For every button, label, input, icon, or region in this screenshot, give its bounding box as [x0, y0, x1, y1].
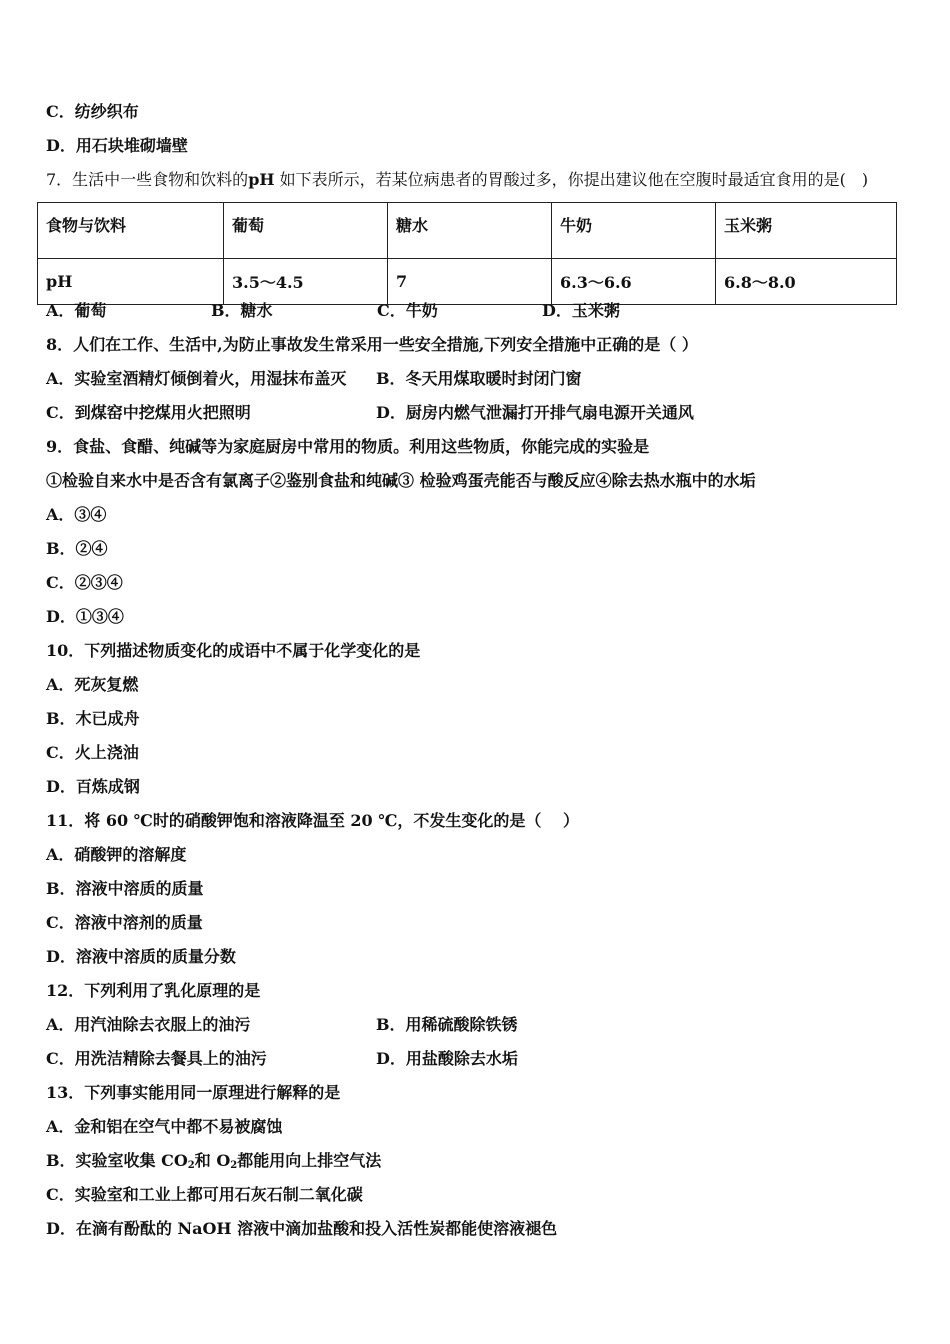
q7-stem-part2: 如下表所示，若某位病患者的胃酸过多，你提出建议他在空腹时最适宜食用的是( )	[279, 170, 869, 189]
subscript: 2	[230, 1160, 238, 1171]
q7-option-b: B．糖水	[211, 301, 273, 320]
q11-stem: 11．将 60 ℃时的硝酸钾饱和溶液降温至 20 ℃，不发生变化的是（ ）	[46, 811, 579, 830]
q9-items: ①检验自来水中是否含有氯离子②鉴别食盐和纯碱③ 检验鸡蛋壳能否与酸反应④除去热水瓶中的水垢	[46, 471, 756, 490]
q12-row2	[46, 1049, 906, 1069]
q8-option-a: A．实验室酒精灯倾倒着火，用湿抹布盖灭	[46, 369, 347, 388]
q8-row1	[46, 369, 906, 389]
q8-option-d: D．厨房内燃气泄漏打开排气扇电源开关通风	[376, 403, 694, 422]
q7-option-d: D．玉米粥	[542, 301, 620, 320]
ph-table-header-cell: 玉米粥	[716, 203, 897, 259]
q12-option-b: B．用稀硫酸除铁锈	[376, 1015, 518, 1034]
q9-option-b: B．②④	[46, 539, 108, 558]
q11-option-b: B．溶液中溶质的质量	[46, 879, 204, 898]
q9-stem: 9．食盐、食醋、纯碱等为家庭厨房中常用的物质。利用这些物质，你能完成的实验是	[46, 437, 650, 456]
q11-option-c: C．溶液中溶剂的质量	[46, 913, 203, 932]
q9-option-a: A．③④	[46, 505, 107, 524]
q13-option-b	[46, 1151, 381, 1176]
ph-table-cell: 6.8～8.0	[716, 259, 897, 305]
ph-table-header-cell: 糖水	[388, 203, 552, 259]
q6-option-c: C．纺纱织布	[46, 102, 139, 121]
q12-row1	[46, 1015, 906, 1035]
q13-option-a: A．金和铝在空气中都不易被腐蚀	[46, 1117, 283, 1136]
ph-table	[37, 202, 897, 305]
q7-option-a: A．葡萄	[46, 301, 107, 320]
q6-option-d: D．用石块堆砌墙壁	[46, 136, 188, 155]
q7-option-c: C．牛奶	[377, 301, 438, 320]
ph-table-header-cell: 食物与饮料	[38, 203, 224, 259]
ph-table-header-cell: 牛奶	[552, 203, 716, 259]
q10-option-a: A．死灰复燃	[46, 675, 139, 694]
q13-stem: 13．下列事实能用同一原理进行解释的是	[46, 1083, 341, 1102]
q13-option-b-part1: B．实验室收集 CO	[46, 1151, 188, 1170]
ph-table-cell: 3.5～4.5	[224, 259, 388, 305]
q7-stem	[46, 170, 868, 190]
subscript: 2	[187, 1160, 195, 1171]
q9-option-d: D．①③④	[46, 607, 124, 626]
q13-option-b-part2: 和 O	[194, 1151, 231, 1170]
q12-stem: 12．下列利用了乳化原理的是	[46, 981, 261, 1000]
q12-option-d: D．用盐酸除去水垢	[376, 1049, 518, 1068]
q13-option-d: D．在滴有酚酞的 NaOH 溶液中滴加盐酸和投入活性炭都能使溶液褪色	[46, 1219, 558, 1238]
q12-option-a: A．用汽油除去衣服上的油污	[46, 1015, 251, 1034]
q11-option-d: D．溶液中溶质的质量分数	[46, 947, 236, 966]
ph-table-cell: pH	[38, 259, 224, 305]
ph-table-row	[38, 259, 897, 305]
ph-table-cell: 6.3～6.6	[552, 259, 716, 305]
ph-table-header-cell: 葡萄	[224, 203, 388, 259]
q11-option-a: A．硝酸钾的溶解度	[46, 845, 187, 864]
q13-option-b-part3: 都能用向上排空气法	[237, 1151, 382, 1170]
q12-option-c: C．用洗洁精除去餐具上的油污	[46, 1049, 267, 1068]
ph-table-cell: 7	[388, 259, 552, 305]
q8-option-b: B．冬天用煤取暖时封闭门窗	[376, 369, 582, 388]
q10-stem: 10．下列描述物质变化的成语中不属于化学变化的是	[46, 641, 421, 660]
q9-option-c: C．②③④	[46, 573, 123, 592]
q10-option-b: B．木已成舟	[46, 709, 140, 728]
q13-option-c: C．实验室和工业上都可用石灰石制二氧化碳	[46, 1185, 363, 1204]
q7-stem-part1: 7．生活中一些食物和饮料的	[46, 170, 249, 189]
q10-option-d: D．百炼成钢	[46, 777, 140, 796]
q8-row2	[46, 403, 906, 423]
q7-stem-ph: pH	[248, 170, 275, 189]
q10-option-c: C．火上浇油	[46, 743, 139, 762]
q8-option-c: C．到煤窑中挖煤用火把照明	[46, 403, 251, 422]
ph-table-header-row	[38, 203, 897, 259]
q8-stem: 8．人们在工作、生活中,为防止事故发生常采用一些安全措施,下列安全措施中正确的是（ ）	[46, 335, 698, 354]
